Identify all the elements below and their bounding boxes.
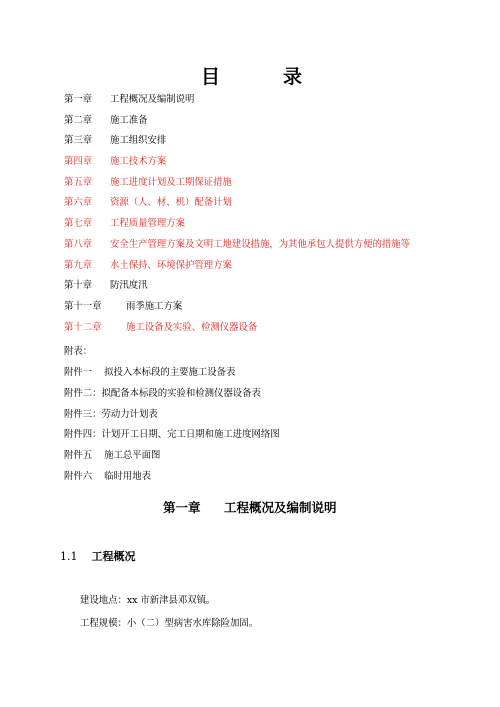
paragraph-location: 建设地点：xx 市新津县邓双镇。 <box>80 595 216 606</box>
toc-item[interactable] <box>64 111 494 132</box>
section-title: 工程概况 <box>91 550 136 563</box>
toc-item-title: 雨季施工方案 <box>126 300 183 312</box>
chapter-number: 第一章 <box>163 500 201 515</box>
section-number: 1.1 <box>60 550 78 563</box>
toc-item[interactable] <box>64 297 494 318</box>
toc-item-title: 安全生产管理方案及文明工地建设措施，为其他承包人提供方便的措施等 <box>110 238 411 250</box>
appendix-item-label: 附件二： <box>64 387 102 399</box>
toc-list <box>64 90 494 338</box>
chapter-title: 工程概况及编制说明 <box>224 500 337 515</box>
toc-item-number: 第二章 <box>64 114 93 126</box>
toc-item-title: 水土保持、环境保护管理方案 <box>110 259 232 271</box>
toc-item[interactable] <box>64 256 494 277</box>
toc-item-title: 施工进度计划及工期保证措施 <box>110 176 232 188</box>
toc-item-title: 工程质量管理方案 <box>110 218 186 230</box>
toc-item-number: 第九章 <box>64 259 93 271</box>
appendix-item-title: 拟配备本标段的实验和检测仪器设备表 <box>101 387 261 399</box>
section-heading <box>60 548 136 564</box>
appendix-item-title: 劳动力计划表 <box>101 408 158 420</box>
toc-item-title: 防汛度汛 <box>110 280 148 292</box>
appendix-item[interactable] <box>64 467 280 488</box>
paragraph-scale: 工程规模：小（二）型病害水库除险加固。 <box>80 618 259 629</box>
appendix-heading: 附表： <box>64 346 93 357</box>
toc-item[interactable] <box>64 276 494 297</box>
appendix-item[interactable] <box>64 446 280 467</box>
toc-item-title: 工程概况及编制说明 <box>110 94 195 105</box>
appendix-item-label: 附件三： <box>64 408 102 420</box>
toc-item[interactable] <box>64 318 494 339</box>
appendix-item-label: 附件一 <box>64 367 93 378</box>
appendix-item-title: 临时用地表 <box>104 470 152 482</box>
toc-item-number: 第一章 <box>64 94 93 105</box>
toc-item-number: 第五章 <box>64 176 93 188</box>
toc-item[interactable] <box>64 235 494 256</box>
toc-item-number: 第十章 <box>64 280 93 292</box>
appendix-item[interactable] <box>64 405 280 426</box>
toc-item-title: 资源（人、材、机）配备计划 <box>110 197 232 209</box>
toc-item-number: 第四章 <box>64 156 93 168</box>
appendix-item-title: 拟投入本标段的主要施工设备表 <box>104 367 236 378</box>
toc-item-number: 第八章 <box>64 238 93 250</box>
toc-item[interactable] <box>64 193 494 214</box>
toc-item-number: 第六章 <box>64 197 93 209</box>
toc-item-number: 第七章 <box>64 218 93 230</box>
toc-item[interactable] <box>64 131 494 152</box>
appendix-item-title: 施工总平面图 <box>104 450 161 462</box>
appendix-item-title: 计划开工日期、完工日期和施工进度网络图 <box>101 429 280 441</box>
toc-item[interactable] <box>64 214 494 235</box>
appendix-item-label: 附件六 <box>64 470 93 482</box>
toc-title-char-2: 录 <box>283 66 303 88</box>
appendix-item[interactable] <box>64 363 280 384</box>
toc-item-number: 第十一章 <box>64 300 102 312</box>
appendix-item[interactable] <box>64 384 280 405</box>
toc-item-title: 施工技术方案 <box>110 156 167 168</box>
toc-item-number: 第三章 <box>64 135 93 147</box>
appendix-list <box>64 363 280 488</box>
toc-item[interactable] <box>64 173 494 194</box>
toc-item[interactable] <box>64 90 494 111</box>
toc-item-title: 施工组织安排 <box>110 135 167 147</box>
toc-item-title: 施工准备 <box>110 114 148 126</box>
toc-item-number: 第十二章 <box>64 321 102 333</box>
appendix-item-label: 附件四： <box>64 429 102 441</box>
toc-item[interactable] <box>64 152 494 173</box>
appendix-item-label: 附件五 <box>64 450 93 462</box>
toc-title-char-1: 目 <box>201 66 221 88</box>
toc-item-title: 施工设备及实验、检测仪器设备 <box>126 321 258 333</box>
appendix-item[interactable] <box>64 425 280 446</box>
